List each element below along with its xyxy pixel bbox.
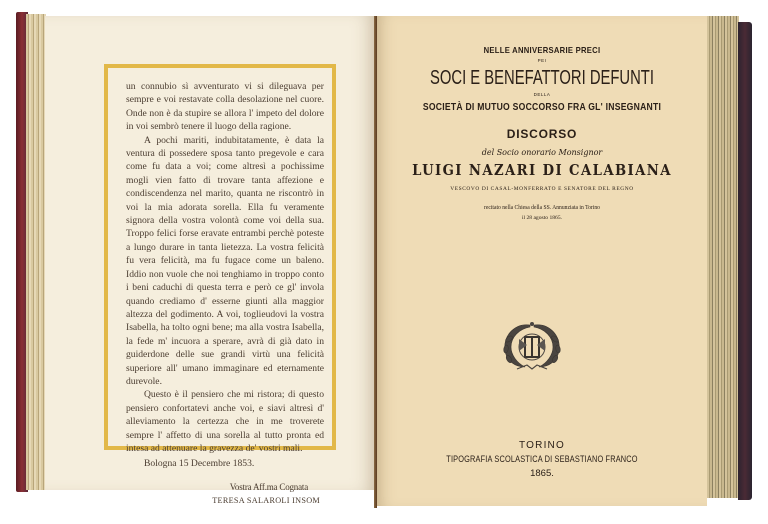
left-page-edges [26, 14, 46, 490]
letter-paragraph-1: un connubio sì avventurato vi si dileguava per sempre e voi restavate colla desolazione nel cuore. Onde non è da stupire se allora l' impeto del dolore in voi sembrò tenere il luogo della ragione. [126, 81, 324, 133]
signature-name: TERESA SALAROLI INSOM [212, 496, 320, 506]
title-page [377, 40, 707, 221]
right-page-edges [707, 16, 739, 498]
imprint [377, 440, 707, 479]
society-name: SOCIETÀ DI MUTUO SOCCORSO FRA GL' INSEGNANTI [422, 101, 662, 113]
main-title: SOCI E BENEFATTORI DEFUNTI [430, 67, 654, 89]
discourse-heading: DISCORSO [506, 127, 578, 141]
imprint-year: 1865. [530, 468, 554, 479]
letter-text [126, 80, 324, 508]
title-line-1: NELLE ANNIVERSARIE PRECI [483, 45, 601, 55]
recital-location: recitato nella Chiesa della SS. Annunziata in Torino [484, 204, 600, 211]
signature-salutation: Vostra Aff.ma Cognata [229, 481, 308, 492]
imprint-printer: TIPOGRAFIA SCOLASTICA DI SEBASTIANO FRANCO [446, 454, 638, 464]
recital-date: il 28 agosto 1865. [521, 215, 563, 221]
letter-date: Bologna 15 Decembre 1853. [144, 458, 255, 470]
laurel-wreath-emblem-icon [499, 317, 565, 379]
author-title: VESCOVO DI CASAL-MONFERRATO E SENATORE DEL REGNO [450, 186, 634, 192]
title-line-2: PEI [537, 58, 547, 63]
author-prefix: del Socio onorario Monsignor [481, 148, 603, 157]
imprint-city: TORINO [519, 440, 565, 451]
letter-paragraph-2: A pochi mariti, indubitatamente, è data la ventura di possedere sposa tanto pregevole e cara come fu data a voi; come altresì a pochissime mogli vien fatto di trovare tanta affezione e condiscendenza nel marito, quanta ne riscontrò in voi la mia adorata sorella. Ella fu veramente signora della vostra volontà come voi della sua. Troppo felici forse eravate entrambi perchè poteste a lungo durare in tanta lietezza. La vostra felicità fu vera felicità, ma fu fugace come un baleno. Iddio non vuole che noi tenghiamo in troppo conto i beni caduchi di questa terra e però ce gl' invola quando crediamo d' esserne giunti alla maggior altezza del godimento. A voi, toglieudovi la vostra Isabella, ha tolto ogni bene; ma alla vostra Isabella, la fede m' incuora a sperare, avrà di già dato in guiderdone delle sue grandi virtù una felicità superiore all' umano immaginare ed eternamente durevole. [126, 134, 324, 387]
letter-frame [104, 64, 336, 506]
title-line-4: DELLA [533, 92, 551, 97]
right-cover-edge [738, 22, 752, 500]
letter-paragraph-3: Questo è il pensiero che mi ristora; di questo pensiero confortatevi anche voi, e siavi altresì d' alleviamento la certezza che in me troverete sempre l' affetto di una sorella al tutto pronta ed intesa ad attenuare la gravezza de' vostri mali. [126, 389, 324, 454]
author-name: LUIGI NAZARI DI CALABIANA [412, 161, 672, 179]
